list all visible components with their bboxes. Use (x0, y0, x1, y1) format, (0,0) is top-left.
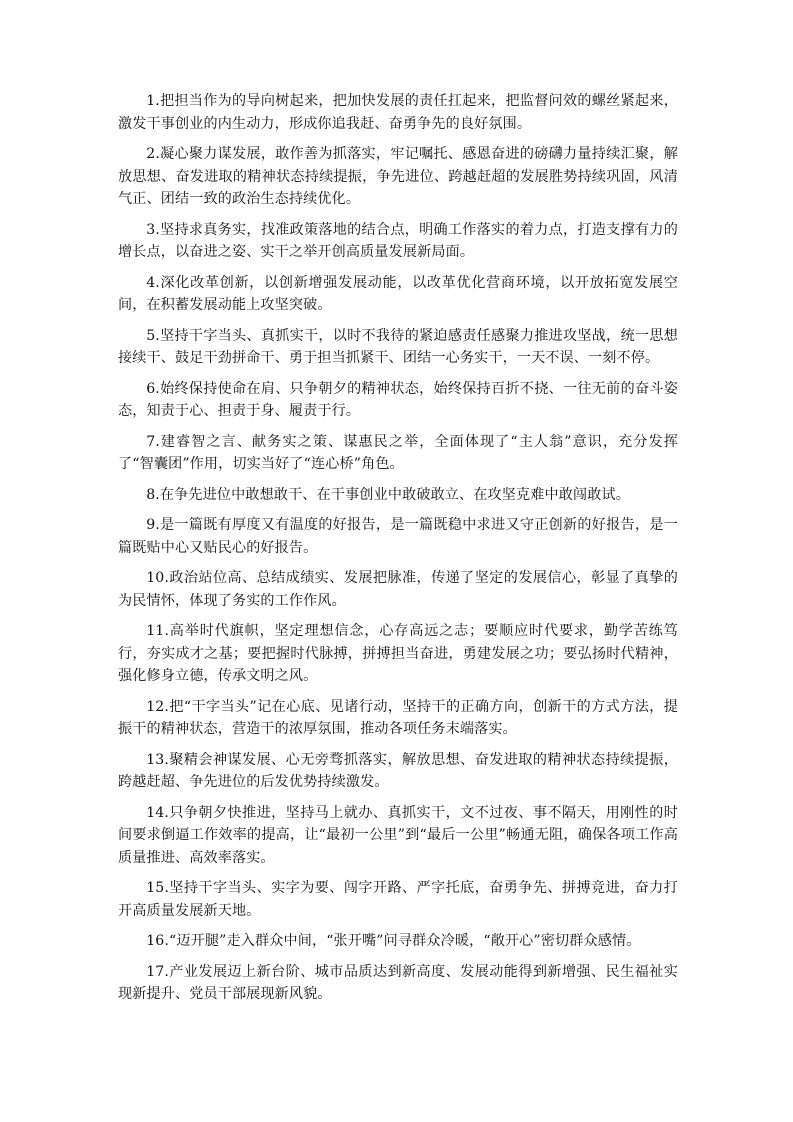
paragraph-1: 1.把担当作为的导向树起来，把加快发展的责任扛起来，把监督问效的螺丝紧起来，激发干事创业的内生动力，形成你追我赶、奋勇争先的良好氛围。 (118, 93, 678, 132)
paragraph-14: 14.只争朝夕快推进，坚持马上就办、真抓实干，文不过夜、事不隔天，用刚性的时间要求倒逼工作效率的提高，让“最初一公里”到“最后一公里”畅通无阻，确保各项工作高质量推进、高效率落实。 (118, 804, 678, 866)
paragraph-16: 16.“迈开腿”走入群众中间，“张开嘴”问寻群众冷暖，“敞开心”密切群众感情。 (146, 933, 641, 949)
paragraph-12: 12.把“干字当头”记在心底、见诸行动，坚持干的正确方向，创新干的方式方法，提振干的精神状态，营造干的浓厚氛围，推动各项任务末端落实。 (118, 698, 678, 737)
paragraph-6: 6.始终保持使命在肩、只争朝夕的精神状态，始终保持百折不挠、一往无前的奋斗姿态，知责于心、担责于身、履责于行。 (118, 380, 678, 419)
paragraph-8: 8.在争先进位中敢想敢干、在干事创业中敢破敢立、在攻坚克难中敢闯敢试。 (146, 486, 630, 503)
paragraph-4: 4.深化改革创新，以创新增强发展动能，以改革优化营商环境，以开放拓宽发展空间，在积蓄发展动能上攻坚突破。 (118, 274, 678, 313)
paragraph-3: 3.坚持求真务实，找准政策落地的结合点，明确工作落实的着力点，打造支撑有力的增长点，以奋进之姿、实干之举开创高质量发展新局面。 (118, 221, 678, 260)
paragraph-17: 17.产业发展迈上新台阶、城市品质达到新高度、发展动能得到新增强、民生福祉实现新提升、党员干部展现新风貌。 (118, 963, 678, 1002)
paragraph-10: 10.政治站位高、总结成绩实、发展把脉准，传递了坚定的发展信心，彰显了真挚的为民情怀，体现了务实的工作作风。 (118, 570, 678, 609)
document-page (118, 90, 678, 1014)
paragraph-9: 9.是一篇既有厚度又有温度的好报告，是一篇既稳中求进又守正创新的好报告，是一篇既贴中心又贴民心的好报告。 (118, 517, 678, 556)
paragraph-13: 13.聚精会神谋发展、心无旁骛抓落实，解放思想、奋发进取的精神状态持续提振，跨越赶超、争先进位的后发优势持续激发。 (118, 751, 678, 790)
paragraph-7: 7.建睿智之言、献务实之策、谋惠民之举，全面体现了“主人翁”意识，充分发挥了“智囊团”作用，切实当好了“连心桥”角色。 (118, 433, 678, 472)
paragraph-5: 5.坚持干字当头、真抓实干，以时不我待的紧迫感责任感聚力推进攻坚战，统一思想接续干、鼓足干劲拼命干、勇于担当抓紧干、团结一心务实干，一天不误、一刻不停。 (118, 327, 678, 366)
paragraph-2: 2.凝心聚力谋发展，敢作善为抓落实，牢记嘱托、感恩奋进的磅礴力量持续汇聚，解放思想、奋发进取的精神状态持续提振，争先进位、跨越赶超的发展胜势持续巩固，风清气正、团结一致的政治生态持续优化。 (118, 146, 678, 207)
paragraph-15: 15.坚持干字当头、实字为要、闯字开路、严字托底，奋勇争先、拼搏竞进，奋力打开高质量发展新天地。 (118, 880, 678, 919)
paragraph-11: 11.高举时代旗帜，坚定理想信念，心存高远之志；要顺应时代要求，勤学苦练笃行，夯实成才之基；要把握时代脉搏，拼搏担当奋进，勇建发展之功；要弘扬时代精神，强化修身立德，传承文明之风。 (118, 623, 678, 684)
